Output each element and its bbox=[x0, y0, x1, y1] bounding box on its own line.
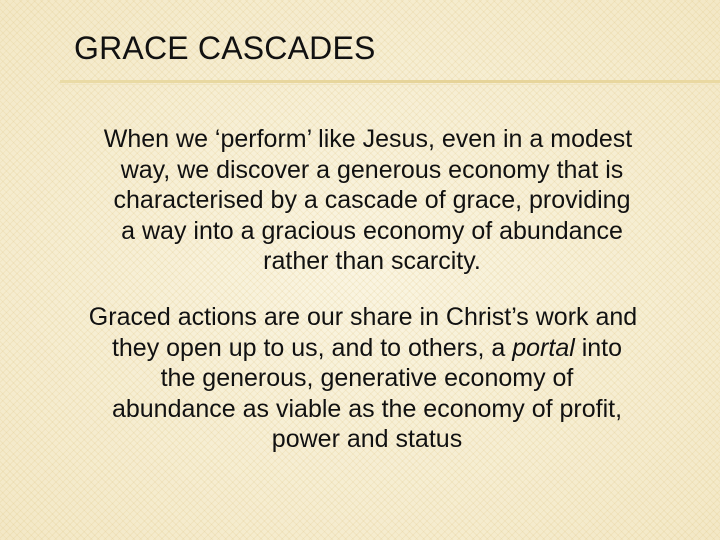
paragraph-1-line: rather than scarcity. bbox=[263, 247, 481, 275]
paragraph-2-line bbox=[22, 333, 712, 364]
title-divider-shadow bbox=[60, 84, 720, 85]
paragraph-2 bbox=[22, 302, 712, 455]
paragraph-2-line: abundance as viable as the economy of profit, bbox=[111, 394, 623, 423]
paragraph-1-line: a way into a gracious economy of abundance bbox=[121, 216, 623, 245]
paragraph-2-line: Graced actions are our share in Christ’s work and bbox=[88, 303, 638, 331]
slide-title: GRACE CASCADES bbox=[74, 30, 376, 66]
paragraph-1 bbox=[42, 124, 702, 277]
line-text: into bbox=[574, 333, 623, 362]
paragraph-1-line: characterised by a cascade of grace, providing bbox=[113, 186, 631, 214]
title-divider bbox=[60, 80, 720, 83]
portal-emphasis: portal bbox=[512, 333, 575, 362]
paragraph-1-line: way, we discover a generous economy that is bbox=[120, 155, 624, 184]
line-text: they open up to us, and to others, a bbox=[111, 333, 513, 362]
paragraph-2-line: the generous, generative economy of bbox=[160, 364, 574, 392]
paragraph-1-line: When we ‘perform’ like Jesus, even in a modest bbox=[103, 125, 633, 153]
paragraph-2-line: power and status bbox=[271, 425, 463, 453]
